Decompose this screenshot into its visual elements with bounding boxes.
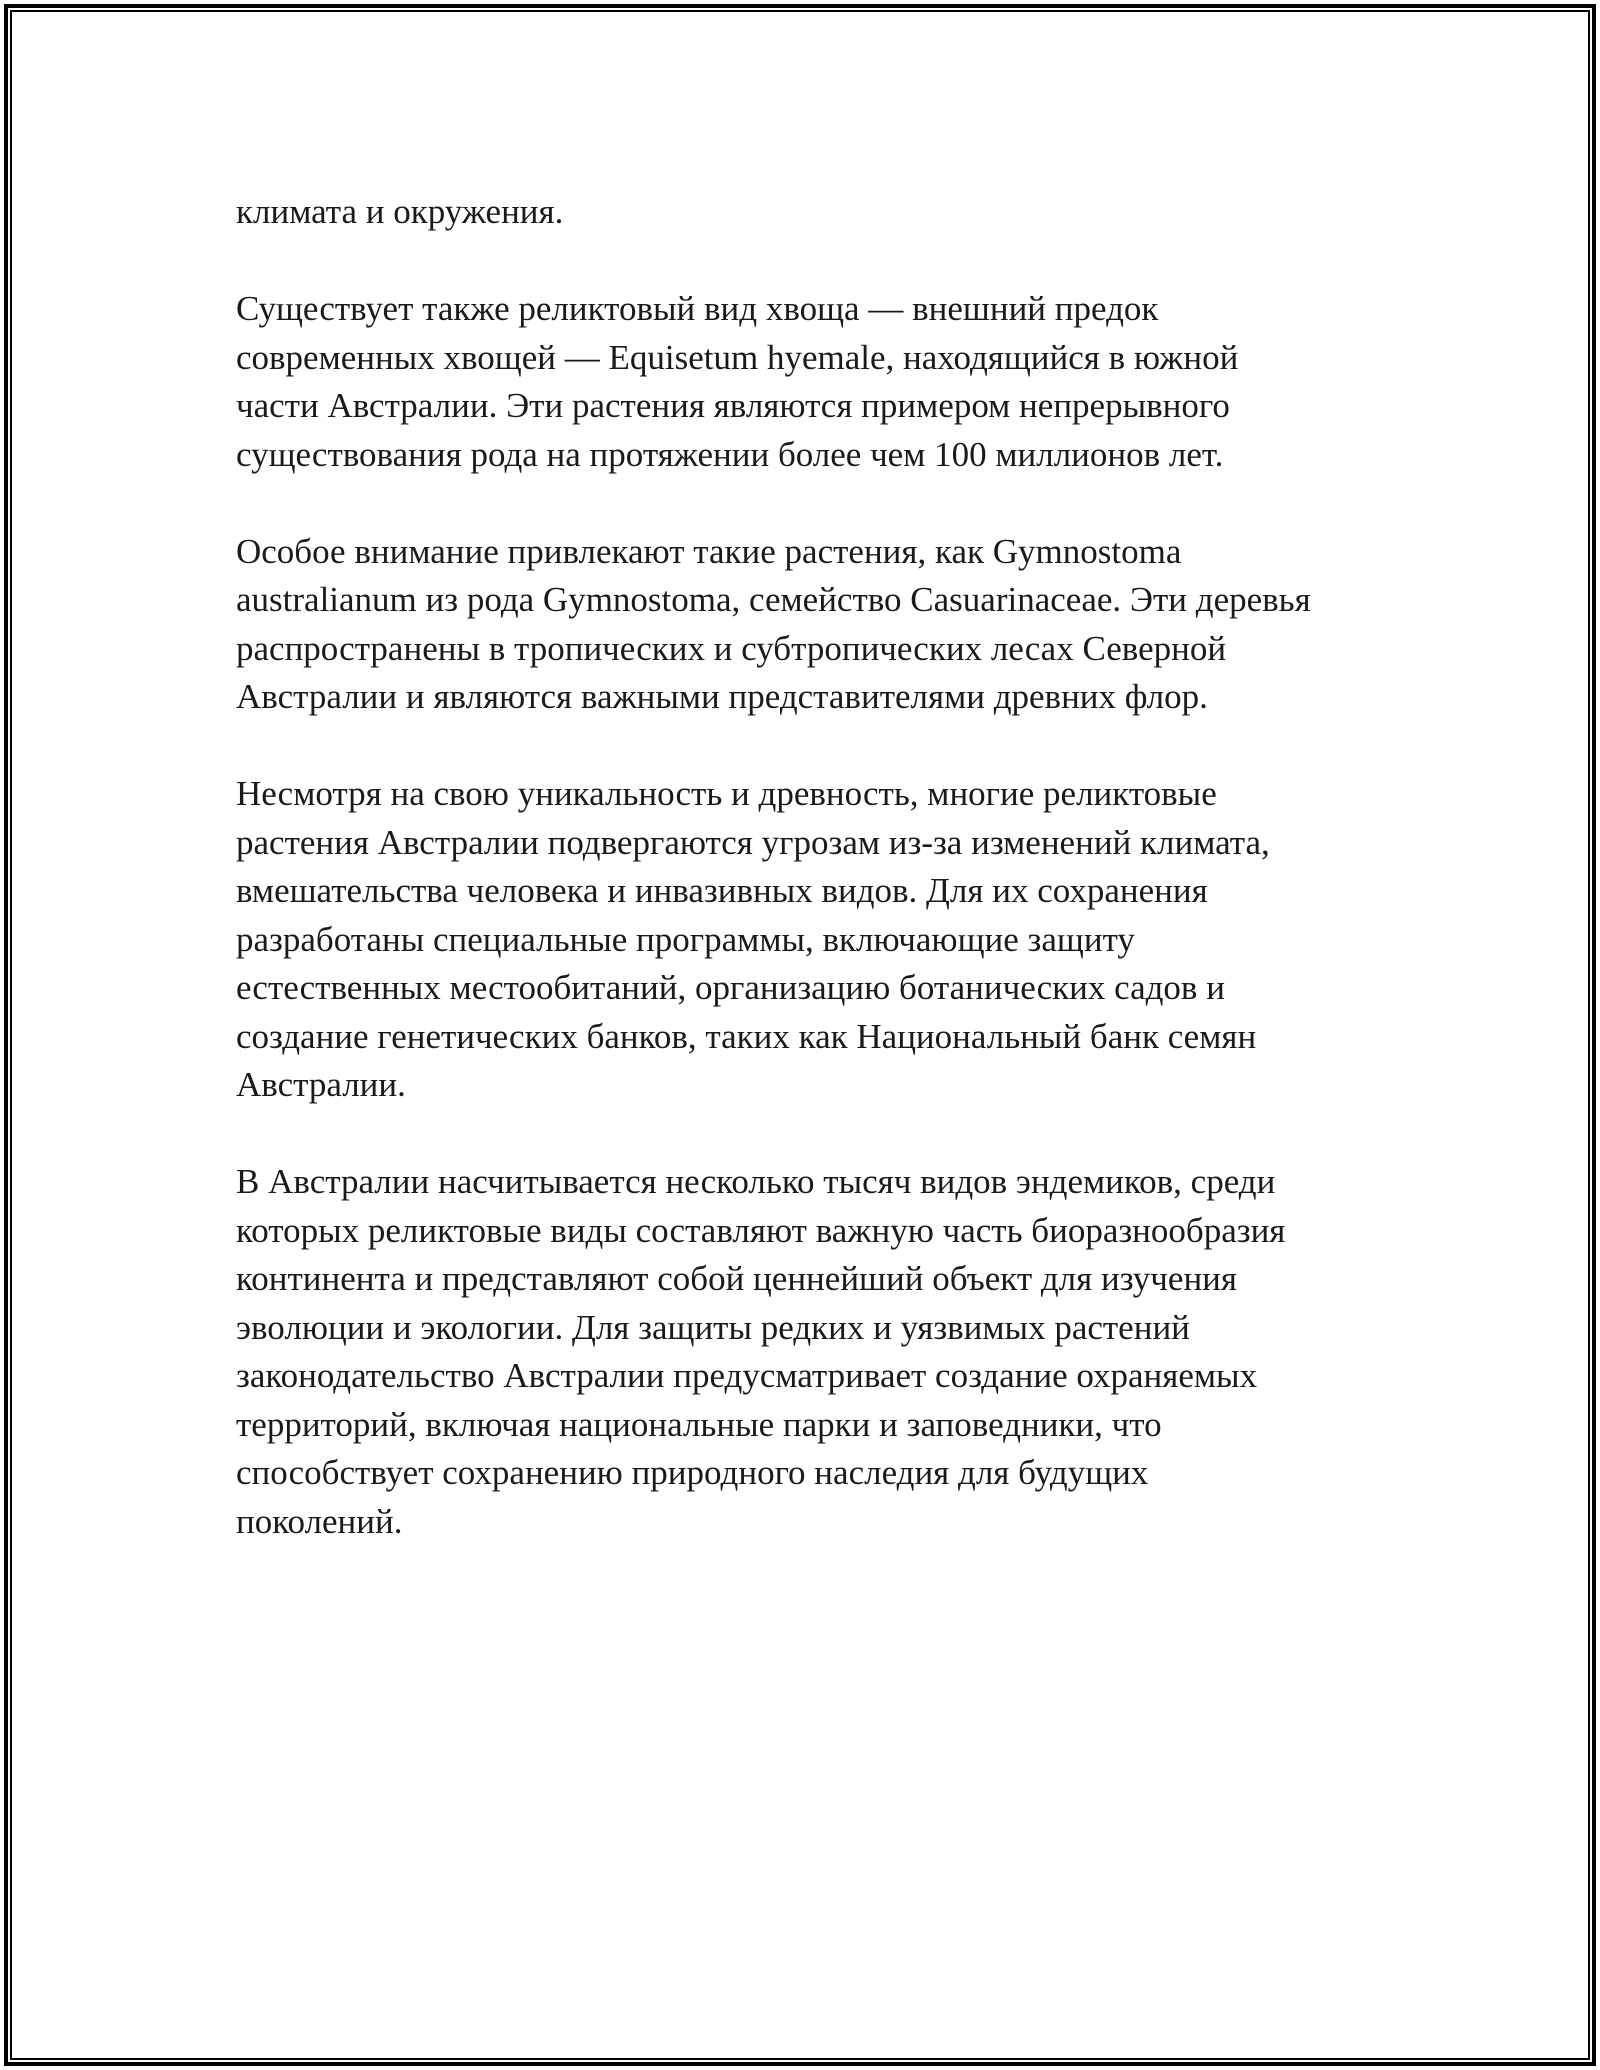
paragraph: Особое внимание привлекают такие растения, как Gymnostoma australianum из рода Gymnostoma, семейство Casuarinaceae. Эти деревья распространены в тропических и субтропических лесах Северной Австралии и являются важными представителями древних флор. [236, 531, 1311, 716]
paragraph: Существует также реликтовый вид хвоща — внешний предок современных хвощей — Equisetum hyemale, находящийся в южной части Австралии. Эти растения являются примером непрерывного существования рода на протяжении более чем 100 миллионов лет. [236, 289, 1239, 474]
paragraph: Несмотря на свою уникальность и древность, многие реликтовые растения Австралии подвергаются угрозам из-за изменений климата, вмешательства человека и инвазивных видов. Для их сохранения разработаны специальные программы, включающие защиту естественных местообитаний, организацию ботанических садов и создание генетических банков, таких как Национальный банк семян Австралии. [236, 774, 1270, 1104]
paragraph: климата и окружения. [236, 192, 564, 231]
paragraph: В Австралии насчитывается несколько тысяч видов эндемиков, среди которых реликтовые виды составляют важную часть биоразнообразия континента и представляют собой ценнейший объект для изучения эволюции и экологии. Для защиты редких и уязвимых растений законодательство Австралии предусматривает создание охраняемых территорий, включая национальные парки и заповедники, что способствует сохранению природного наследия для будущих поколений. [236, 1162, 1286, 1541]
document-body [236, 188, 1396, 1595]
